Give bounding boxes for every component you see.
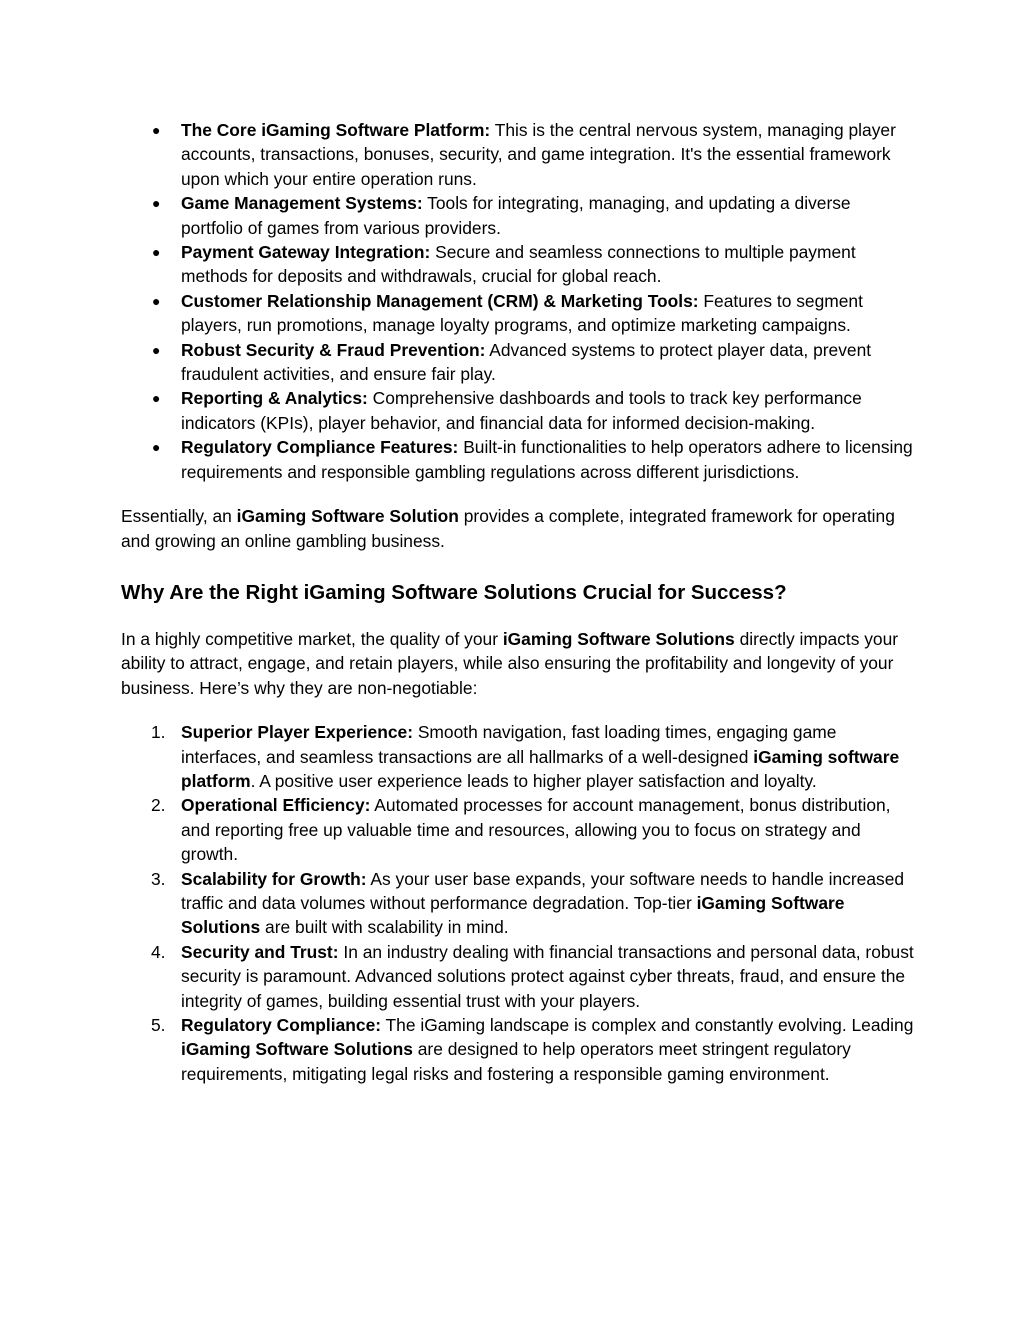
item-text: This is the central nervous system, managing player accounts, transactions, bonuses, security, and game integration. It's the essential framework upon which your entire operation runs. — [181, 120, 896, 189]
intro-paragraph — [121, 627, 914, 700]
bullet-marker: ● — [152, 292, 161, 309]
item-text: In an industry dealing with financial transactions and personal data, robust security is paramount. Advanced solutions protect against cyber threats, fraud, and ensure the integrity of games, building essential trust with your players. — [181, 941, 914, 1011]
item-label: Superior Player Experience: — [181, 722, 413, 743]
item-label: Operational Efficiency: — [181, 795, 371, 816]
item-label: Regulatory Compliance Features: — [181, 437, 459, 458]
item-label: Game Management Systems: — [181, 193, 423, 214]
summary-text-pre: Essentially, an — [121, 506, 237, 527]
list-item — [121, 338, 914, 387]
item-text: Smooth navigation, fast loading times, engaging game interfaces, and seamless transactions are all hallmarks of a well-designed — [181, 722, 837, 767]
item-label: Reporting & Analytics: — [181, 388, 368, 409]
list-item — [121, 867, 914, 940]
item-text: The iGaming landscape is complex and constantly evolving. Leading — [381, 1015, 914, 1035]
summary-text-bold: iGaming Software Solution — [236, 506, 459, 527]
bullet-marker: ● — [152, 439, 161, 456]
list-item — [121, 940, 914, 1013]
item-label: Security and Trust: — [181, 941, 339, 962]
item-label: Scalability for Growth: — [181, 868, 367, 889]
list-item — [121, 386, 914, 435]
intro-text-pre: In a highly competitive market, the quality of your — [121, 628, 503, 649]
item-text: Features to segment players, run promotions, manage loyalty programs, and optimize marketing campaigns. — [181, 290, 863, 336]
bullet-marker: ● — [152, 390, 161, 407]
item-label: The Core iGaming Software Platform: — [181, 120, 491, 140]
section-heading: Why Are the Right iGaming Software Solutions Crucial for Success? — [121, 580, 787, 604]
summary-text-post: provides a complete, integrated framework for operating and growing an online gambling business. — [121, 506, 895, 551]
reasons-numbered-list — [121, 720, 914, 1086]
list-number: 5. — [151, 1015, 166, 1035]
list-number: 2. — [151, 795, 166, 816]
item-text-bold: iGaming Software Solutions — [181, 892, 845, 938]
item-text: Built-in functionalities to help operators adhere to licensing requirements and responsible gambling regulations across different jurisdictions. — [181, 437, 913, 482]
item-label: Customer Relationship Management (CRM) & Marketing Tools: — [181, 290, 699, 311]
item-text: Automated processes for account management, bonus distribution, and reporting free up valuable time and resources, allowing you to focus on strategy and growth. — [181, 795, 891, 865]
item-text: Comprehensive dashboards and tools to track key performance indicators (KPIs), player behavior, and financial data for informed decision-making. — [181, 388, 862, 433]
item-text: are designed to help operators meet stringent regulatory requirements, mitigating legal risks and fostering a responsible gaming environment. — [181, 1039, 851, 1084]
item-text: Secure and seamless connections to multiple payment methods for deposits and withdrawals, crucial for global reach. — [181, 242, 856, 287]
item-label: Regulatory Compliance: — [181, 1015, 382, 1035]
item-text-bold: iGaming Software Solutions — [181, 1039, 413, 1060]
list-item — [121, 793, 914, 866]
item-label: Robust Security & Fraud Prevention: — [181, 339, 486, 360]
list-number: 3. — [151, 868, 166, 889]
bullet-marker: ● — [152, 195, 161, 212]
list-item — [121, 118, 914, 191]
bullet-marker: ● — [152, 244, 161, 261]
item-text: Advanced systems to protect player data, prevent fraudulent activities, and ensure fair play. — [181, 339, 872, 385]
list-item — [121, 191, 914, 240]
list-number: 4. — [151, 941, 166, 962]
item-label: Payment Gateway Integration: — [181, 242, 431, 263]
list-item — [121, 435, 914, 484]
summary-paragraph — [121, 504, 914, 553]
bullet-marker: ● — [152, 122, 161, 138]
bullet-marker: ● — [152, 341, 161, 358]
item-text: Tools for integrating, managing, and updating a diverse portfolio of games from various providers. — [181, 193, 851, 238]
feature-bullet-list — [121, 118, 914, 484]
item-text-bold: iGaming software platform — [181, 746, 900, 791]
item-text: . A positive user experience leads to higher player satisfaction and loyalty. — [250, 770, 817, 791]
list-item — [121, 1013, 914, 1086]
list-number: 1. — [151, 722, 166, 743]
item-text: As your user base expands, your software needs to handle increased traffic and data volumes without performance degradation. Top-tier — [181, 868, 905, 913]
intro-text-bold: iGaming Software Solutions — [502, 628, 735, 649]
list-item — [121, 289, 914, 338]
list-item — [121, 240, 914, 289]
list-item — [121, 720, 914, 793]
intro-text-post: directly impacts your ability to attract, engage, and retain players, while also ensuring the profitability and longevity of your business. Here’s why they are non-negotiable: — [121, 628, 899, 698]
item-text: are built with scalability in mind. — [260, 917, 509, 938]
